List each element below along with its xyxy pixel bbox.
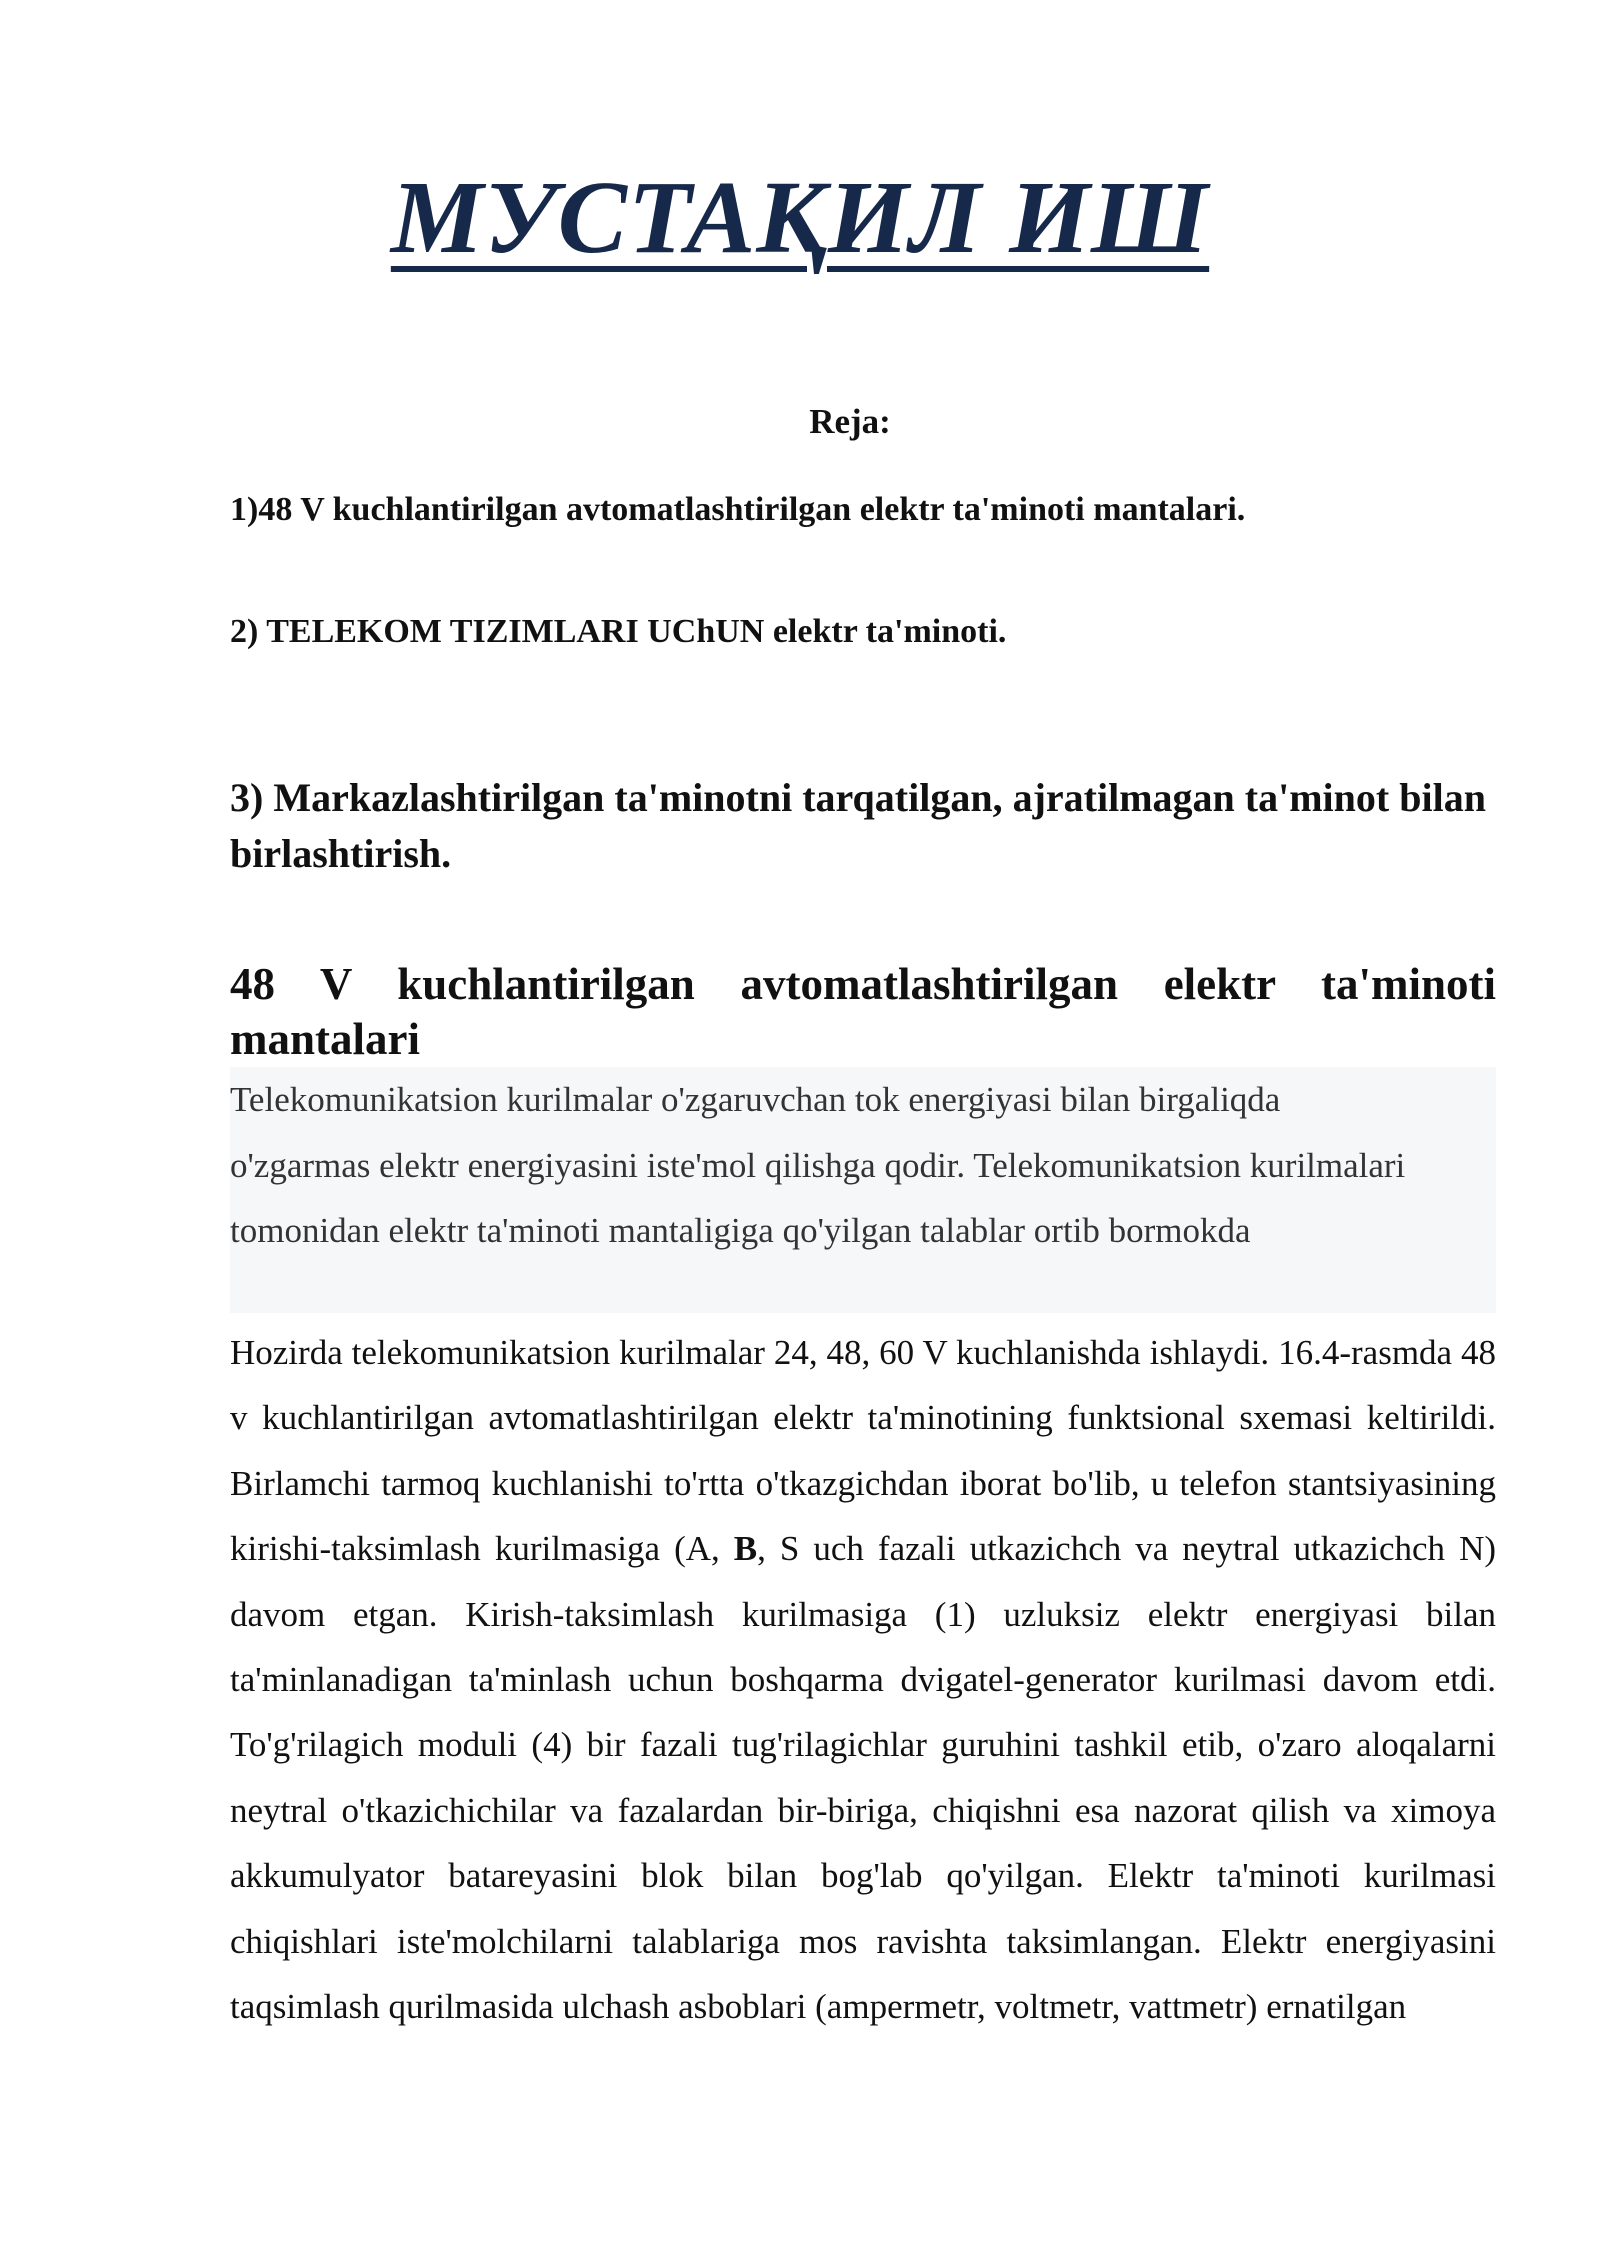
plan-item-2: 2) TELEKOM TIZIMLARI UChUN elektr ta'minoti.	[230, 613, 1007, 650]
document-title-text: МУСТАҚИЛ ИШ	[390, 160, 1210, 275]
section-heading-line-2: mantalari	[230, 1014, 420, 1064]
plan-heading: Reja:	[809, 402, 891, 441]
highlighted-block	[230, 1067, 1496, 1313]
highlighted-paragraph: Telekomunikatsion kurilmalar o'zgaruvchan tok energiyasi bilan birgaliqda o'zgarmas elektr energiyasini iste'mol qilishga qodir. Telekomunikatsion kurilmalari tomonidan elektr ta'minoti mantaligiga qo'yilgan talablar ortib bormokda	[230, 1080, 1406, 1250]
section-heading	[230, 957, 1496, 1067]
body-paragraph	[230, 1320, 1496, 2039]
body-bold-letter: B	[733, 1529, 758, 1569]
section-heading-line-1: 48 V kuchlantirilgan avtomatlashtirilgan elektr ta'minoti	[230, 959, 1496, 1009]
body-text-part-2: , S uch fazali utkazichch va neytral utkazichch N) davom etgan. Kirish-taksimlash kurilmasiga (1) uzluksiz elektr energiyasi bilan ta'minlanadigan ta'minlash uchun boshqarma dvigatel-generator kurilmasi davom etdi. To'g'rilagich moduli (4) bir fazali tug'rilagichlar guruhini tashkil etib, o'zaro aloqalarni neytral o'tkazichichilar va fazalardan bir-biriga, chiqishni esa nazorat qilish va ximoya akkumulyator batareyasini blok bilan bog'lab qo'yilgan. Elektr ta'minoti kurilmasi chiqishlari iste'molchilarni talablariga mos ravishta taksimlangan. Elektr energiyasini taqsimlash qurilmasida ulchash asboblari (ampermetr, voltmetr, vattmetr) ernatilgan	[230, 1529, 1497, 2027]
document-title	[0, 158, 1600, 278]
plan-item-1: 1)48 V kuchlantirilgan avtomatlashtirilgan elektr ta'minoti mantalari.	[230, 491, 1246, 528]
body-text-part-1: Hozirda telekomunikatsion kurilmalar 24, 48, 60 V kuchlanishda ishlaydi. 16.4-rasmda 48 v kuchlantirilgan avtomatlashtirilgan elektr ta'minotining funktsional sxemasi keltirildi. Birlamchi tarmoq kuchlanishi to'rtta o'tkazgichdan iborat bo'lib, u telefon stantsiyasining kirishi-taksimlash kurilmasiga (A,	[230, 1333, 1496, 1569]
plan-item-3: 3) Markazlashtirilgan ta'minotni tarqatilgan, ajratilmagan ta'minot bilan birlashtirish.	[230, 775, 1486, 876]
